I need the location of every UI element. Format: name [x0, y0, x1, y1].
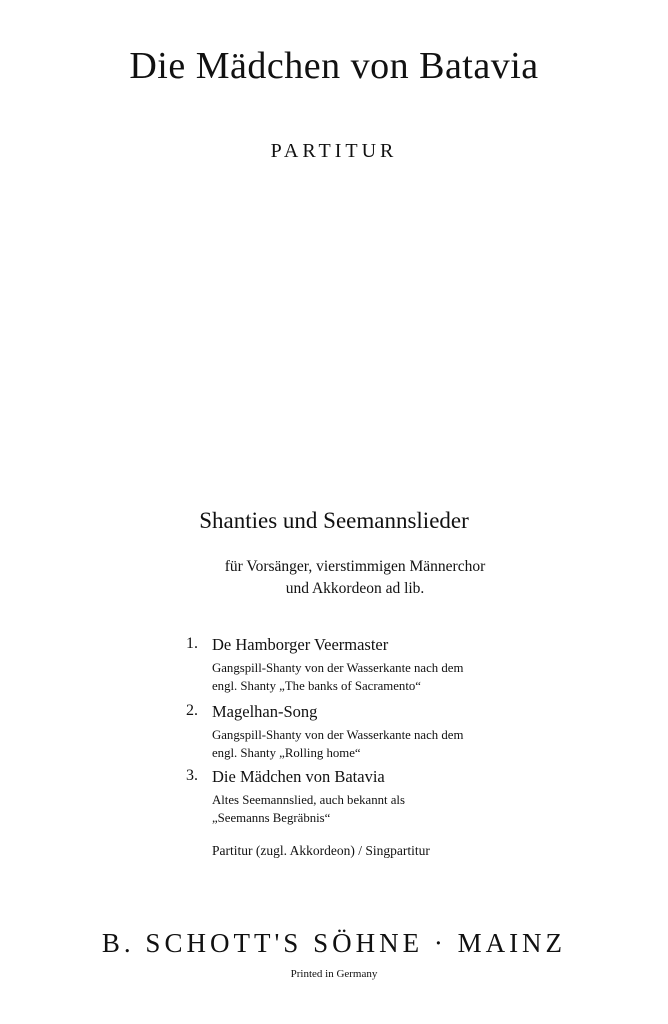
item-description-line: Altes Seemannslied, auch bekannt als — [212, 793, 405, 807]
collection-subtitle: Shanties und Seemannslieder — [199, 508, 469, 533]
item-number: 1. — [186, 635, 198, 652]
item-number: 3. — [186, 767, 198, 784]
item-description-line: Gangspill-Shanty von der Wasserkante nach dem — [212, 661, 464, 675]
item-title: De Hamborger Veermaster — [212, 635, 389, 654]
item-description-line: Gangspill-Shanty von der Wasserkante nach dem — [212, 728, 464, 742]
item-title: Magelhan-Song — [212, 702, 318, 721]
voicing-line-1: für Vorsänger, vierstimmigen Männerchor — [224, 558, 486, 575]
item-description-line: „Seemanns Begräbnis“ — [212, 811, 331, 825]
item-description-line: engl. Shanty „The banks of Sacramento“ — [212, 679, 421, 693]
printed-in-note: Printed in Germany — [290, 968, 378, 980]
score-type-label: PARTITUR — [270, 140, 398, 162]
item-description-line: engl. Shanty „Rolling home“ — [212, 746, 361, 760]
editions-note: Partitur (zugl. Akkordeon) / Singpartitur — [212, 843, 430, 858]
item-title: Die Mädchen von Batavia — [212, 767, 385, 786]
voicing-line-2: und Akkordeon ad lib. — [285, 580, 425, 597]
page-title: Die Mädchen von Batavia — [129, 45, 539, 87]
item-number: 2. — [186, 702, 198, 719]
publisher-imprint: B. SCHOTT'S SÖHNE · MAINZ — [101, 928, 567, 958]
